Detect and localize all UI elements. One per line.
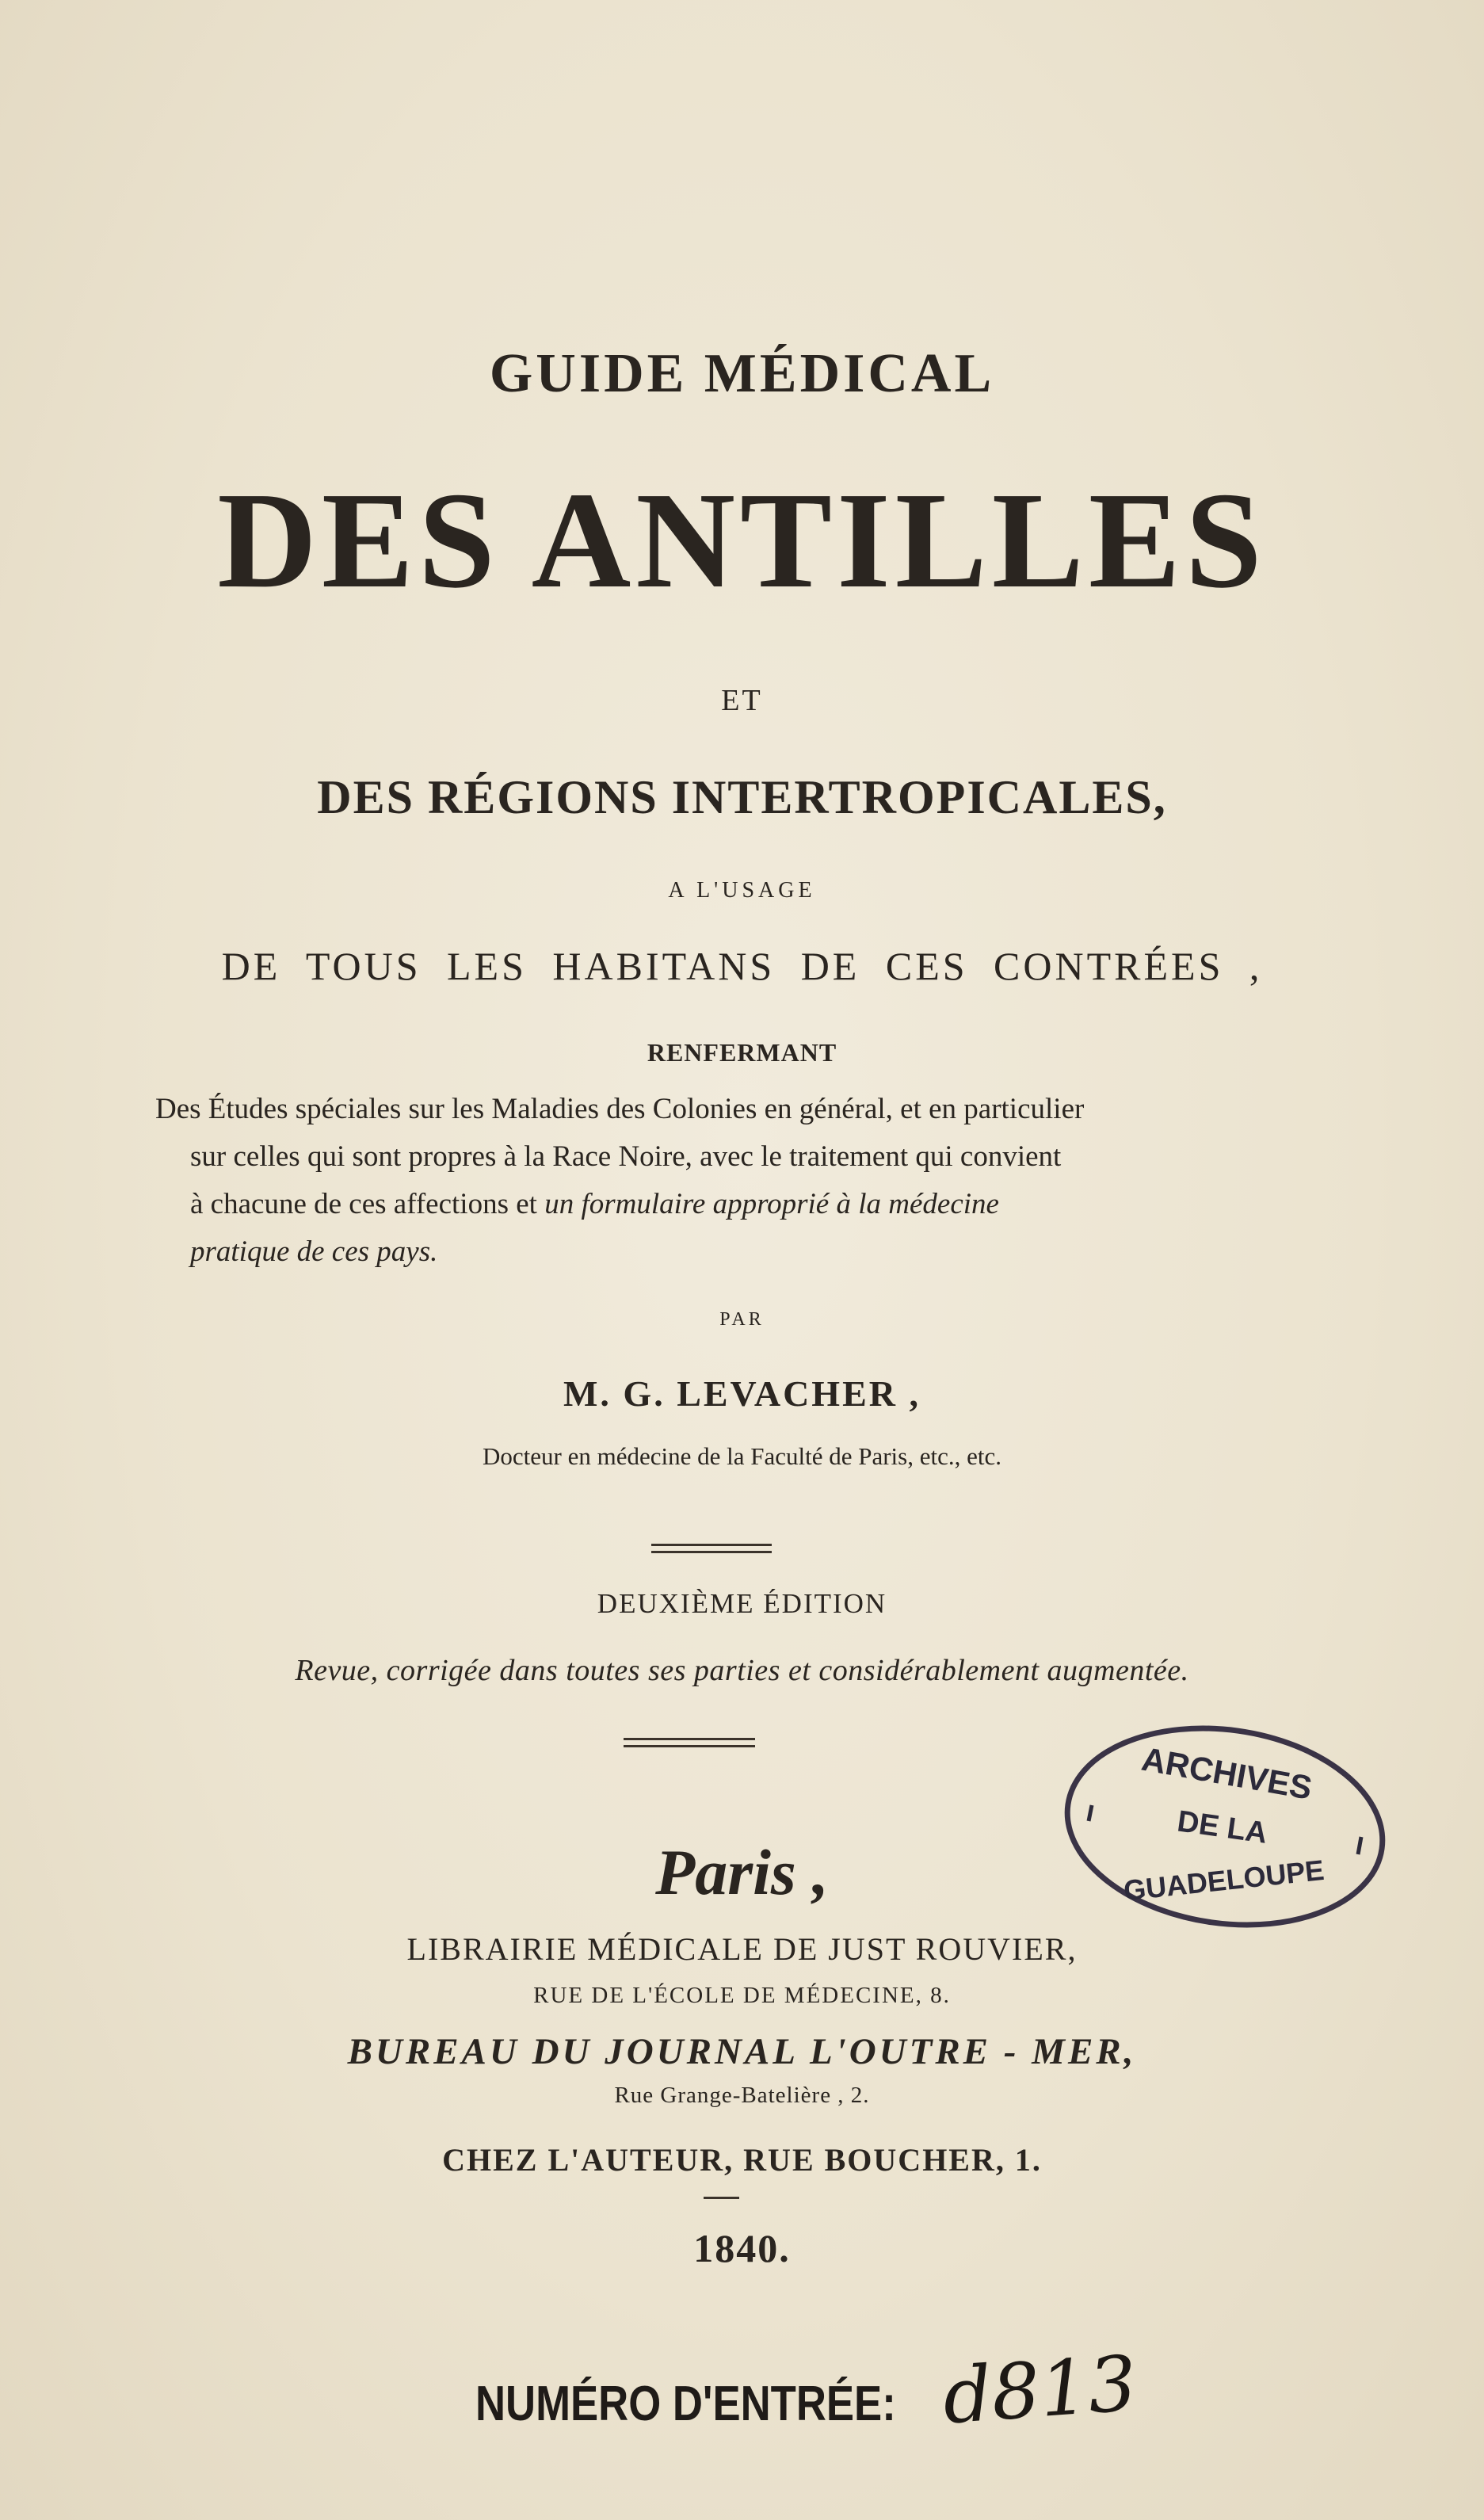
imprint-city: Paris ,	[655, 1836, 829, 1908]
imprint-publisher: LIBRAIRIE MÉDICALE DE JUST ROUVIER,	[406, 1931, 1078, 1967]
entry-number-handwritten: d813	[940, 2339, 1140, 2442]
usage-line: A L'USAGE	[668, 878, 816, 903]
title-line-3: DES RÉGIONS INTERTROPICALES,	[317, 771, 1167, 823]
edition-label: DEUXIÈME ÉDITION	[597, 1588, 887, 1619]
description-line-1: Des Études spéciales sur les Maladies des Colonies en général, et en particulier	[155, 1093, 1085, 1125]
description	[155, 1086, 1265, 1276]
stamp-line-3: GUADELOUPE	[1122, 1853, 1326, 1907]
divider-rule	[651, 1551, 772, 1553]
author-title: Docteur en médecine de la Faculté de Paris, etc., etc.	[482, 1442, 1001, 1470]
entry-number-label: NUMÉRO D'ENTRÉE:	[475, 2377, 896, 2431]
edition-note: Revue, corrigée dans toutes ses parties et considérablement augmentée.	[295, 1654, 1189, 1687]
title-line-1: GUIDE MÉDICAL	[489, 343, 995, 404]
title-conjunction: ET	[721, 684, 763, 717]
imprint-year: 1840.	[693, 2226, 791, 2270]
description-line-2: sur celles qui sont propres à la Race Noire, avec le traitement qui convient	[190, 1140, 1062, 1173]
archives-stamp	[1059, 1720, 1391, 1934]
divider-rule	[704, 2197, 739, 2199]
description-line-4: pratique de ces pays.	[190, 1235, 438, 1268]
author-name: M. G. LEVACHER ,	[563, 1373, 921, 1414]
audience-line: DE TOUS LES HABITANS DE CES CONTRÉES ,	[221, 944, 1263, 988]
imprint-address-1: RUE DE L'ÉCOLE DE MÉDECINE, 8.	[533, 1983, 951, 2008]
imprint-author-address: CHEZ L'AUTEUR, RUE BOUCHER, 1.	[442, 2142, 1042, 2178]
divider-rule	[624, 1745, 755, 1747]
description-line-3-plain: à chacune de ces affections et	[190, 1188, 545, 1220]
divider-rule	[651, 1544, 772, 1546]
stamp-oval-icon	[1059, 1720, 1391, 1934]
description-line-3	[155, 1181, 1265, 1228]
imprint-address-2: Rue Grange-Batelière , 2.	[614, 2083, 870, 2108]
description-line-3-italic: un formulaire approprié à la médecine	[544, 1188, 999, 1220]
stamp-line-1: ARCHIVES	[1139, 1739, 1315, 1807]
renfermant-line: RENFERMANT	[647, 1038, 837, 1067]
divider-rule	[624, 1738, 755, 1740]
title-main: DES ANTILLES	[217, 464, 1267, 617]
stamp-line-2: DE LA	[1175, 1804, 1270, 1850]
imprint-bureau: BUREAU DU JOURNAL L'OUTRE - MER,	[347, 2031, 1137, 2072]
par-label: PAR	[719, 1309, 765, 1330]
